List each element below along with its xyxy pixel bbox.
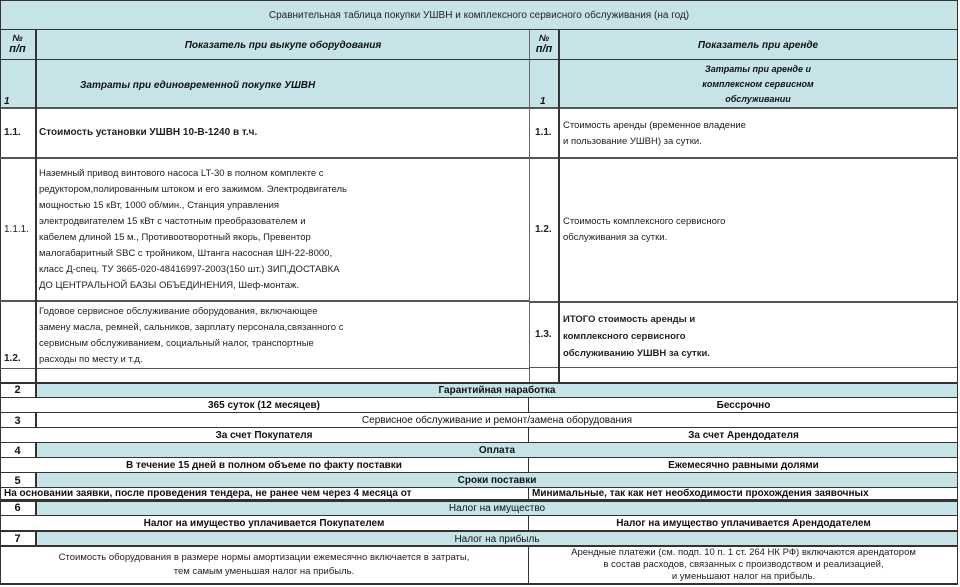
right-item-num: 1.1. [535,127,552,138]
text-line: Затраты при аренде и [705,64,811,74]
text-line: и пользование УШВН) за сутки. [563,136,702,147]
text-line: Стоимость оборудования в размере нормы амортизации ежемесячно включается в затраты, [58,552,470,563]
right-column-header: Показатель при аренде [697,39,819,51]
left-value: На основании заявки, после проведения тендера, не ранее чем через 4 месяца от [4,488,412,499]
row-divider [530,157,958,159]
text-line: редуктором,полированным штоком и его зажимом. Электродвигатель [39,184,347,195]
group-1-right-title [558,62,958,107]
right-item-text [563,214,953,246]
text-line: ДО ЦЕНТРАЛЬНОЙ БАЗЫ ОБЪЕДИНЕНИЯ, Шеф-монтаж. [39,280,299,291]
right-item-num: 1.3. [535,329,552,340]
text-line: мощностью 15 кВт, 1000 об/мин., Станция управления [39,200,280,211]
right-value: Бессрочно [716,400,771,411]
text-line: Стоимость аренды (временное владение [563,120,746,131]
text-line: замену масла, ремней, сальников, зарплату персонала,связанного с [39,322,344,333]
text-line: сервисным обслуживанием, социальный налог, транспортные [39,338,314,349]
pp-label: п/п [535,43,553,55]
col-divider [529,30,530,382]
left-item-num: 1.2. [4,353,21,364]
left-item-num: 1.1.1. [4,223,30,235]
text-line: Арендные платежи (см. подп. 10 п. 1 ст. 264 НК РФ) включаются арендатором [571,547,916,558]
text-line: Годовое сервисное обслуживание оборудования, включающее [39,306,318,317]
section-num: 3 [14,414,21,427]
col-divider [528,488,529,500]
section-title: Налог на прибыль [454,533,540,545]
text-line: малогабаритный SBC с тройником, Штанга насосная ШН-22-8000, [39,248,333,259]
text-line: класс Д-спец. ТУ 3665-020-48416997-2003(150 шт.) ЗИП,ДОСТАВКА [39,264,340,275]
section-title: Оплата [478,445,516,456]
right-value: Налог на имущество уплачивается Арендодателем [616,518,871,529]
right-value: Минимальные, так как нет необходимости прохождения заявочных [532,488,869,499]
col-divider [558,30,560,382]
left-column-header: Показатель при выкупе оборудования [184,39,382,51]
section-title: Налог на имущество [448,502,546,514]
text-line: комплексного сервисного [563,331,686,342]
row-divider [530,301,958,303]
col-divider [35,30,37,382]
right-value: За счет Арендодателя [688,430,799,441]
text-line: комплексном сервисном [702,79,814,89]
left-item-text [39,166,527,294]
left-value: За счет Покупателя [215,430,313,441]
text-line: в состав расходов, связанных с производством и реализацией, [603,559,884,570]
text-line: тем самым уменьшая налог на прибыль. [173,566,355,577]
text-line: ИТОГО стоимость аренды и [563,314,696,325]
right-item-num: 1.2. [535,224,552,235]
left-value: В течение 15 дней в полном объеме по факту поставки [126,460,402,471]
right-num-header [530,33,558,55]
num-symbol: № [538,33,550,43]
left-item-text: Стоимость установки УШВН 10-В-1240 в т.ч. [39,127,258,138]
group-1-right-num: 1 [540,96,546,107]
left-item-num: 1.1. [4,127,21,138]
text-line: обслуживании [725,94,791,104]
row-divider [0,300,530,302]
section-num: 4 [14,444,21,457]
section-num: 6 [14,502,21,514]
section-num: 2 [14,384,21,396]
section-title: Сроки поставки [457,475,537,486]
right-item-text [563,311,953,362]
text-line: и уменьшают налог на прибыль. [671,571,816,582]
text-line: Стоимость комплексного сервисного [563,216,726,227]
right-value [529,547,958,583]
right-item-text [563,118,953,150]
left-value: Налог на имущество уплачивается Покупателем [143,518,385,529]
text-line: Наземный привод винтового насоса LT-30 в полном комплекте с [39,168,324,179]
section-num: 5 [14,474,21,487]
row-divider [0,368,530,369]
section-title: Гарантийная наработка [438,384,556,396]
table-title: Сравнительная таблица покупки УШВН и комплексного сервисного обслуживания (на год) [268,10,690,21]
section-num: 7 [14,533,21,545]
left-value [0,551,528,579]
text-line: обслуживанию УШВН за сутки. [563,348,710,359]
left-num-header [0,33,35,55]
text-line: обслуживания за сутки. [563,232,668,243]
num-symbol: № [12,33,23,43]
text-line: электродвигателем 15 кВт с частотным преобразователем и [39,216,306,227]
row-divider [530,367,958,368]
text-line: кабелем длиной 15 м., Противоотворотный якорь, Превентор [39,232,311,243]
left-value: 365 суток (12 месяцев) [207,400,320,411]
pp-label: п/п [9,43,26,55]
row-divider [0,157,530,159]
section-title: Сервисное обслуживание и ремонт/замена оборудования [361,415,633,426]
text-line: расходы по месту и т.д. [39,354,143,365]
group-1-left-title: Затраты при единовременной покупке УШВН [80,80,316,91]
right-value: Ежемесячно равными долями [668,460,819,471]
group-1-left-num: 1 [4,96,10,107]
left-item-text [39,304,527,368]
